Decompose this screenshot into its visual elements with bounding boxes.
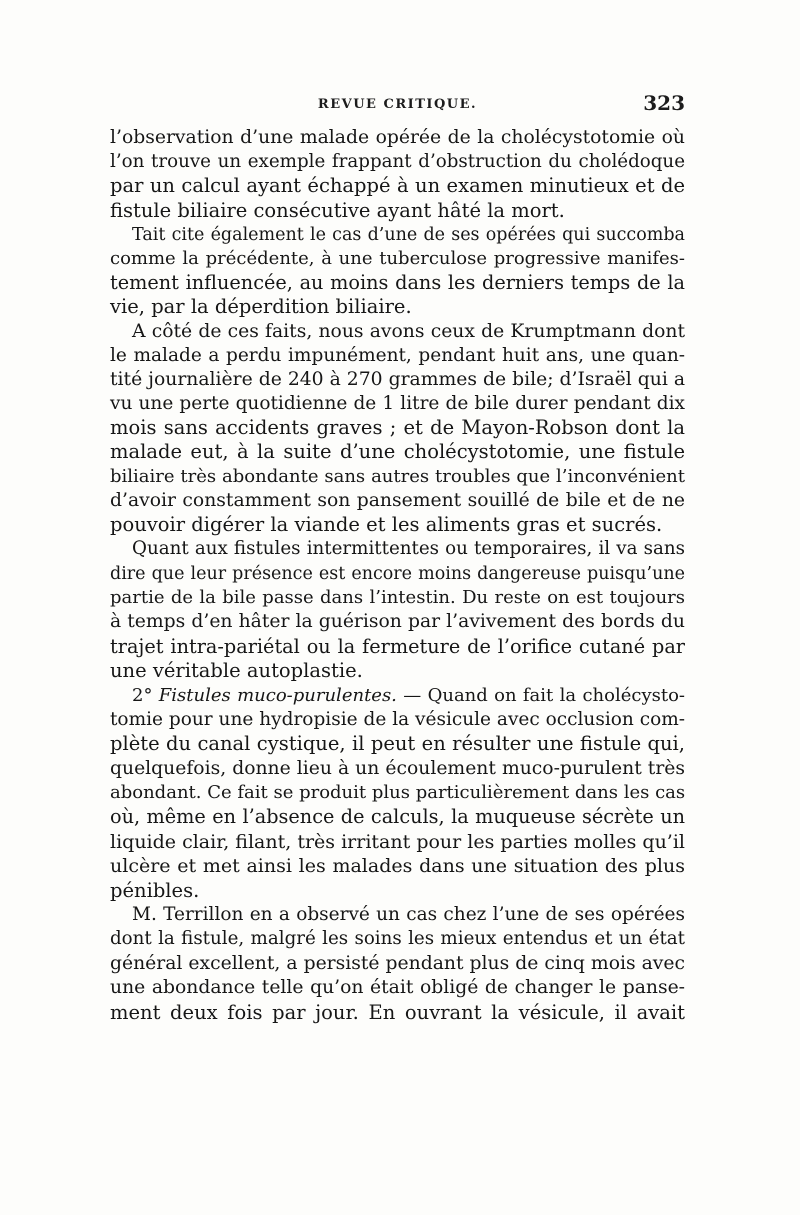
text-line: tité journalière de 240 à 270 grammes de bile; d’Israël qui a	[110, 368, 685, 390]
text-line: abondant. Ce fait se produit plus particulièrement dans les cas	[110, 782, 686, 804]
text-line: biliaire très abondante sans autres troubles que l’inconvénient	[110, 465, 685, 487]
text-fragment: — Quand on fait la cholécysto-	[403, 684, 685, 706]
text-line: ment deux fois par jour. En ouvrant la vésicule, il avait	[110, 1000, 685, 1024]
text-line: trajet intra-pariétal ou la fermeture de l’orifice cutané par	[110, 634, 685, 658]
text-line: une abondance telle qu’on était obligé de changer le panse-	[110, 977, 685, 999]
section-number: 2°	[132, 684, 153, 706]
text-line: Tait cite également le cas d’une de ses opérées qui succomba	[132, 224, 685, 245]
text-line: tomie pour une hydropisie de la vésicule avec occlusion com-	[110, 708, 685, 730]
text-line: partie de la bile passe dans l’intestin. Du reste on est toujours	[110, 586, 685, 608]
text-line: par un calcul ayant échappé à un examen minutieux et de	[110, 174, 685, 198]
text-line: le malade a perdu impunément, pendant huit ans, une quan-	[110, 344, 685, 366]
text-line: mois sans accidents graves ; et de Mayon-Robson dont la	[110, 416, 685, 440]
paragraph	[110, 537, 685, 683]
text-line: malade eut, à la suite d’une cholécystotomie, une fistule	[110, 440, 685, 464]
paragraph	[110, 903, 685, 1025]
page-number: 323	[643, 91, 685, 115]
body-text	[110, 126, 685, 1025]
text-line: tement influencée, au moins dans les derniers temps de la	[110, 271, 685, 295]
paragraph	[110, 320, 685, 538]
text-line: pénibles.	[110, 878, 200, 902]
text-line: dont la fistule, malgré les soins les mieux entendus et un état	[110, 928, 685, 950]
text-line: Quant aux fistules intermittentes ou temporaires, il va sans	[132, 538, 685, 560]
text-line: une véritable autoplastie.	[110, 659, 363, 683]
paragraph	[110, 126, 685, 223]
text-line: liquide clair, filant, très irritant pour les parties molles qu’il	[110, 830, 685, 853]
paragraph	[110, 684, 685, 904]
section-title: Fistules muco-purulentes.	[158, 684, 397, 706]
text-line: où, même en l’absence de calculs, la muqueuse sécrète un	[110, 805, 685, 829]
text-line: pouvoir digérer la viande et les aliments gras et sucrés.	[110, 513, 663, 536]
text-line: général excellent, a persisté pendant plus de cinq mois avec	[110, 952, 685, 974]
text-line: quelquefois, donne lieu à un écoulement muco-purulent très	[110, 757, 685, 779]
text-line: l’on trouve un exemple frappant d’obstruction du cholédoque	[110, 151, 685, 173]
text-line: plète du canal cystique, il peut en résulter une fistule qui,	[110, 732, 685, 756]
paragraph	[110, 223, 685, 320]
text-line: l’observation d’une malade opérée de la cholécystotomie où	[110, 127, 685, 148]
text-line: M. Terrillon en a observé un cas chez l’une de ses opérées	[132, 904, 685, 926]
text-line: d’avoir constamment son pansement souillé de bile et de ne	[110, 489, 685, 511]
text-line: vu une perte quotidienne de 1 litre de bile durer pendant dix	[110, 393, 685, 415]
running-title: REVUE CRITIQUE.	[317, 97, 478, 112]
section-heading-line	[110, 684, 685, 708]
text-line: A côté de ces faits, nous avons ceux de Krumptmann dont	[132, 320, 685, 342]
text-line: dire que leur présence est encore moins dangereuse puisqu’une	[110, 563, 685, 584]
text-line: fistule biliaire consécutive ayant hâté la mort.	[110, 198, 565, 222]
text-line: vie, par la déperdition biliaire.	[110, 295, 412, 319]
text-line: comme la précédente, à une tuberculose progressive manifes-	[110, 247, 685, 269]
text-line: ulcère et met ainsi les malades dans une situation des plus	[110, 855, 685, 878]
running-head	[110, 91, 685, 115]
text-line: à temps d’en hâter la guérison par l’avivement des bords du	[110, 611, 685, 633]
